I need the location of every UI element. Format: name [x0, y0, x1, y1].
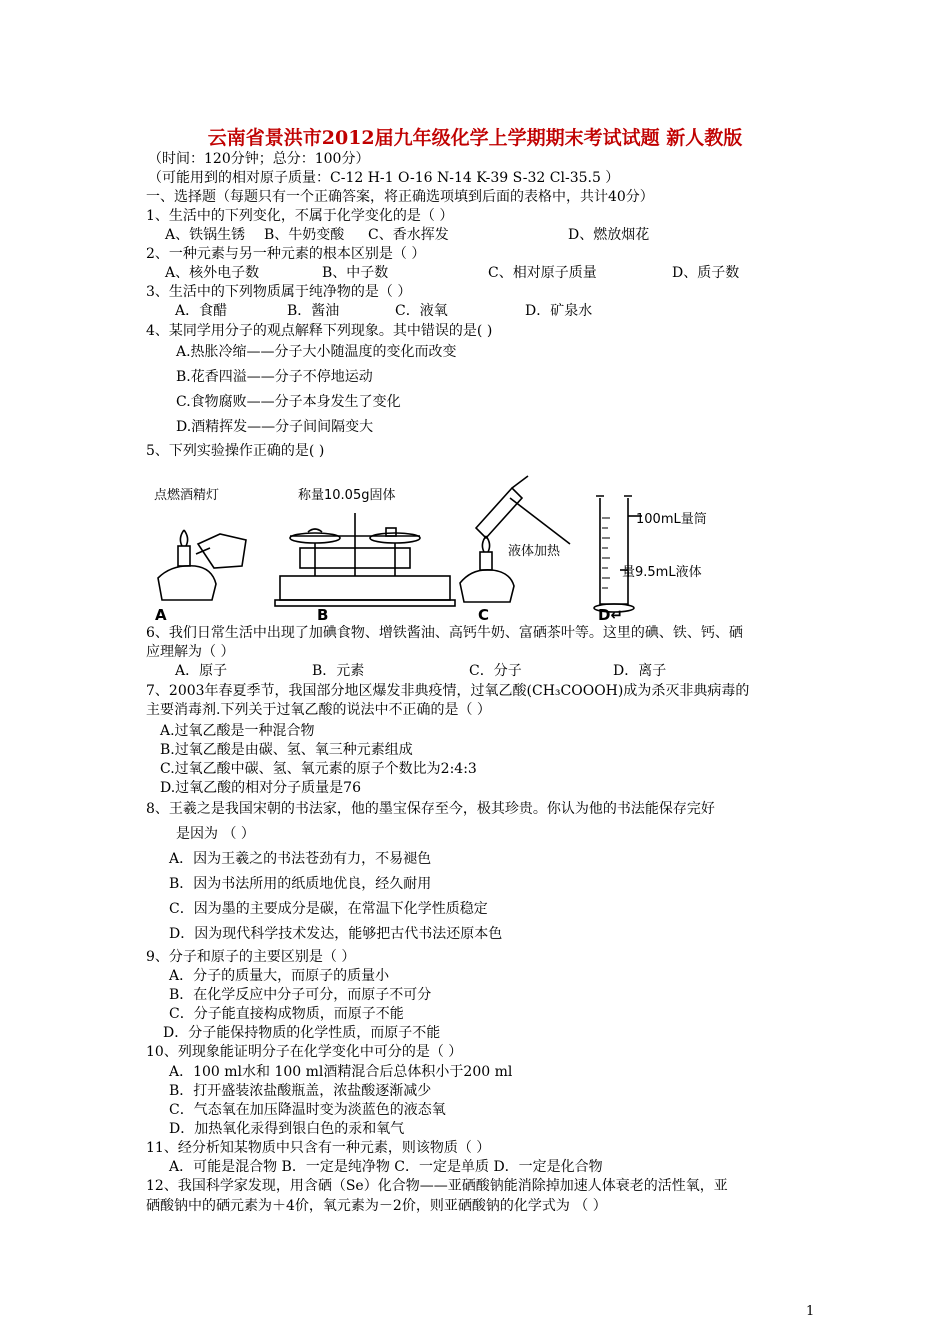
figure-label-a: A	[155, 606, 167, 624]
q3-option-b: B．酱油	[287, 303, 340, 319]
figure-label-c: C	[478, 606, 490, 624]
question-12-stem-line1: 12、我国科学家发现，用含硒（Se）化合物——亚硒酸钠能消除掉加速人体衰老的活性氧，亚	[146, 1178, 728, 1194]
question-4-stem: 4、某同学用分子的观点解释下列现象。其中错误的是( )	[146, 323, 493, 339]
q8-option-c: C．因为墨的主要成分是碳，在常温下化学性质稳定	[169, 901, 488, 917]
q1-option-d: D、燃放烟花	[568, 227, 650, 243]
q4-option-d: D.酒精挥发——分子间间隔变大	[176, 419, 374, 435]
lab-operations-figure	[150, 458, 720, 626]
q2-option-a: A、核外电子数	[165, 265, 260, 281]
question-11-stem: 11、经分析知某物质中只含有一种元素，则该物质（ ）	[146, 1140, 491, 1156]
question-1-stem: 1、生活中的下列变化，不属于化学变化的是（ ）	[146, 208, 454, 224]
q3-option-c: C．液氧	[395, 303, 448, 319]
exam-info-time: （时间：120分钟；总分：100分）	[148, 151, 370, 167]
q6-option-b: B．元素	[312, 663, 365, 679]
q6-option-d: D．离子	[613, 663, 667, 679]
question-2-stem: 2、一种元素与另一种元素的根本区别是（ ）	[146, 246, 426, 262]
q9-option-c: C．分子能直接构成物质，而原子不能	[169, 1006, 404, 1022]
q10-option-a: A．100 ml水和 100 ml酒精混合后总体积小于200 ml	[169, 1064, 513, 1080]
figure-caption-c: 液体加热	[508, 544, 561, 559]
question-6-stem-line1: 6、我们日常生活中出现了加碘食物、增铁酱油、高钙牛奶、富硒茶叶等。这里的碘、铁、钙、硒	[146, 625, 743, 641]
q11-options: A．可能是混合物 B．一定是纯净物 C．一定是单质 D．一定是化合物	[169, 1159, 603, 1175]
q3-option-d: D．矿泉水	[525, 303, 593, 319]
q2-option-c: C、相对原子质量	[488, 265, 597, 281]
question-10-stem: 10、列现象能证明分子在化学变化中可分的是（ ）	[146, 1044, 463, 1060]
q9-option-a: A．分子的质量大，而原子的质量小	[169, 968, 390, 984]
question-7-stem-line2: 主要消毒剂.下列关于过氧乙酸的说法中不正确的是（ ）	[146, 702, 491, 718]
page-title: 云南省景洪市2012届九年级化学上学期期末考试试题 新人教版	[207, 127, 743, 149]
q10-option-d: D．加热氧化汞得到银白色的汞和氧气	[169, 1121, 405, 1137]
question-9-stem: 9、分子和原子的主要区别是（ ）	[146, 949, 356, 965]
q7-option-c: C.过氧乙酸中碳、氢、氧元素的原子个数比为2:4:3	[160, 761, 477, 777]
q4-option-b: B.花香四溢——分子不停地运动	[176, 369, 373, 385]
q1-option-c: C、香水挥发	[368, 227, 449, 243]
figure-caption-b: 称量10.05g固体	[298, 488, 396, 503]
q9-option-d: D．分子能保持物质的化学性质，而原子不能	[163, 1025, 441, 1041]
q7-option-b: B.过氧乙酸是由碳、氢、氧三种元素组成	[160, 742, 413, 758]
q8-option-a: A．因为王羲之的书法苍劲有力，不易褪色	[169, 851, 432, 867]
exam-info-atomic-masses: （可能用到的相对原子质量：C-12 H-1 O-16 N-14 K-39 S-32 Cl-35.5 ）	[148, 170, 620, 186]
q4-option-a: A.热胀冷缩——分子大小随温度的变化而改变	[176, 344, 457, 360]
question-8-stem-line1: 8、王羲之是我国宋朝的书法家，他的墨宝保存至今，极其珍贵。你认为他的书法能保存完好	[146, 801, 715, 817]
question-3-stem: 3、生活中的下列物质属于纯净物的是（ ）	[146, 284, 412, 300]
figure-label-d: D↵	[598, 606, 624, 624]
question-6-stem-line2: 应理解为（ ）	[146, 644, 235, 660]
figure-caption-d-cylinder: 100mL量筒	[636, 512, 707, 527]
q1-option-a: A、铁锅生锈	[165, 227, 246, 243]
section-heading: 一、选择题（每题只有一个正确答案，将正确选项填到后面的表格中，共计40分）	[146, 189, 654, 205]
figure-caption-a: 点燃酒精灯	[154, 488, 220, 503]
q8-option-b: B．因为书法所用的纸质地优良，经久耐用	[169, 876, 432, 892]
q7-option-d: D.过氧乙酸的相对分子质量是76	[160, 780, 361, 796]
q8-option-d: D．因为现代科学技术发达，能够把古代书法还原本色	[169, 926, 503, 942]
figure-caption-d-volume: 量9.5mL液体	[622, 565, 702, 580]
q1-option-b: B、牛奶变酸	[264, 227, 345, 243]
q3-option-a: A．食醋	[175, 303, 228, 319]
q2-option-b: B、中子数	[322, 265, 389, 281]
q9-option-b: B．在化学反应中分子可分，而原子不可分	[169, 987, 432, 1003]
question-8-stem-line2: 是因为 （ ）	[176, 826, 255, 842]
q6-option-a: A．原子	[175, 663, 228, 679]
q7-option-a: A.过氧乙酸是一种混合物	[160, 723, 315, 739]
lab-apparatus-drawing	[150, 458, 720, 626]
question-5-stem: 5、下列实验操作正确的是( )	[146, 443, 325, 459]
question-7-stem-line1: 7、2003年春夏季节，我国部分地区爆发非典疫情，过氧乙酸(CH₃COOOH)成为杀灭非典病毒的	[146, 683, 750, 699]
figure-label-b: B	[317, 606, 329, 624]
q2-option-d: D、质子数	[672, 265, 740, 281]
question-12-stem-line2: 硒酸钠中的硒元素为＋4价，氧元素为－2价，则亚硒酸钠的化学式为 （ ）	[146, 1198, 607, 1214]
page-number: 1	[806, 1304, 815, 1319]
q10-option-b: B．打开盛装浓盐酸瓶盖，浓盐酸逐渐减少	[169, 1083, 432, 1099]
q4-option-c: C.食物腐败——分子本身发生了变化	[176, 394, 401, 410]
q6-option-c: C．分子	[469, 663, 522, 679]
q10-option-c: C．气态氧在加压降温时变为淡蓝色的液态氧	[169, 1102, 446, 1118]
